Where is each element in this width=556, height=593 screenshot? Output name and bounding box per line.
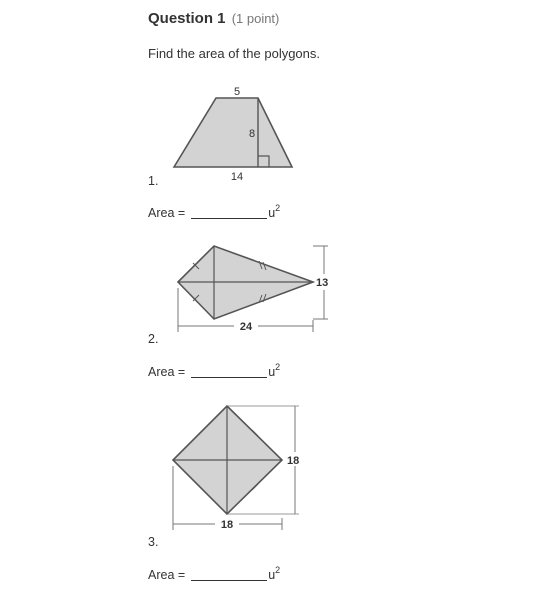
area-label: Area =: [148, 365, 186, 380]
question-points: (1 point): [231, 11, 280, 26]
horizontal-dimension-label: 24: [239, 321, 253, 333]
area-answer-blank[interactable]: [191, 365, 267, 378]
problem-number-2: 2.: [148, 332, 159, 346]
area-answer-blank[interactable]: [191, 568, 267, 581]
problem-number-1: 1.: [148, 174, 159, 188]
question-title: [148, 10, 279, 27]
unit-label: $u^2$: [268, 565, 281, 583]
base-label: 14: [230, 171, 244, 182]
height-label: 8: [248, 128, 256, 140]
area-row-1: [148, 204, 280, 220]
rhombus-figure: [165, 398, 315, 538]
area-answer-blank[interactable]: [191, 206, 267, 219]
area-label: Area =: [148, 568, 186, 583]
unit-label: $u^2$: [268, 362, 281, 380]
trapezoid-shape: [174, 98, 292, 167]
area-row-2: [148, 363, 280, 379]
top-label: 5: [233, 86, 241, 98]
unit-label: $u^2$: [268, 203, 281, 221]
instruction-text: Find the area of the polygons.: [148, 46, 321, 61]
kite-figure: [170, 240, 340, 340]
vertical-dimension-label: 18: [287, 455, 300, 467]
area-label: Area =: [148, 206, 186, 221]
problem-number-3: 3.: [148, 535, 159, 549]
vertical-dimension-label: 13: [316, 277, 329, 289]
horizontal-dimension-label: 18: [220, 519, 234, 531]
question-number: Question 1: [148, 10, 226, 27]
area-row-3: [148, 566, 280, 582]
trapezoid-figure: [165, 82, 305, 182]
